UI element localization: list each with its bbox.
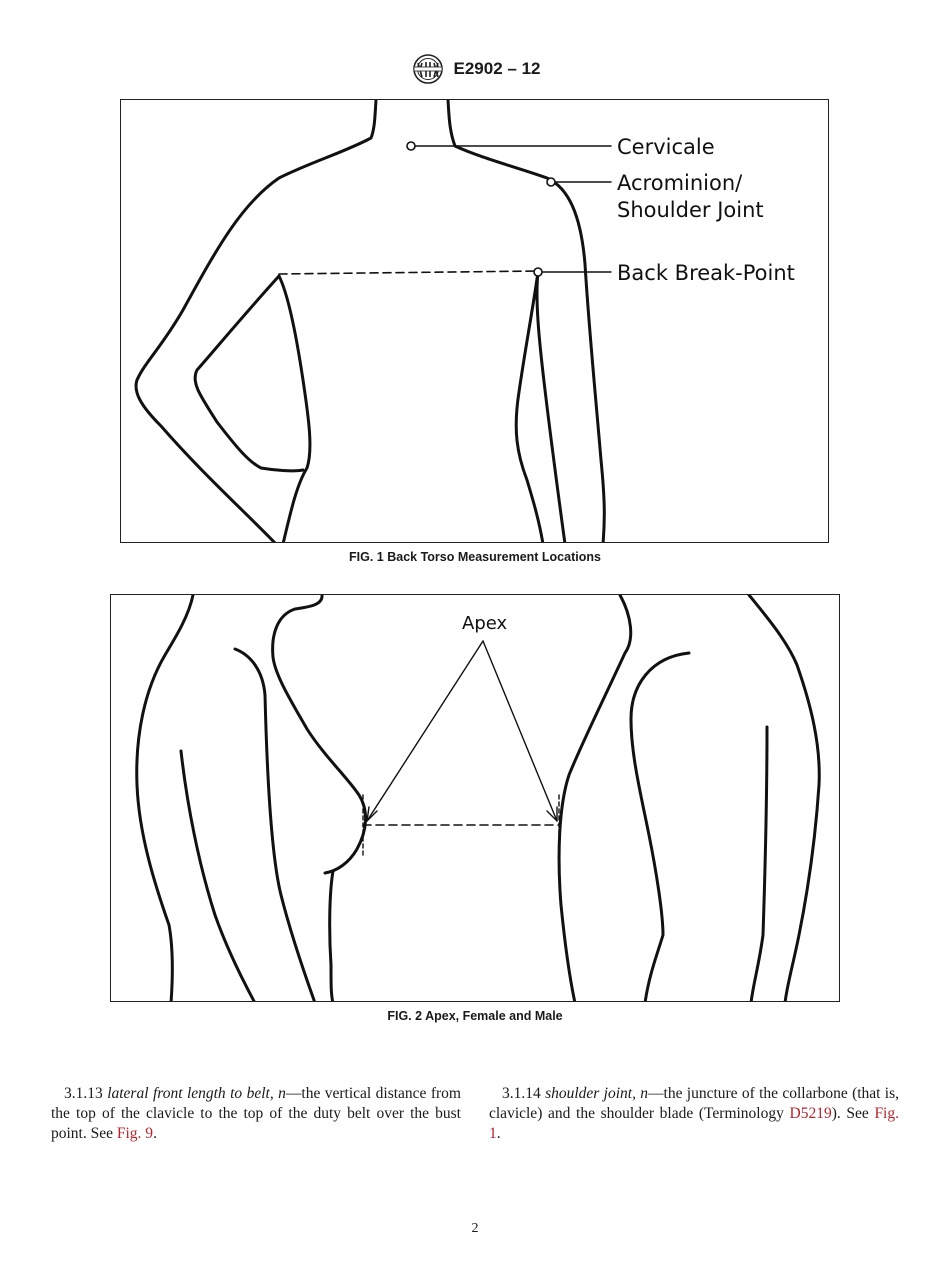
figure-2-drawing	[111, 595, 840, 1002]
section-text: —the juncture of the collarbone (that is, clavicle) and the shoulder blade (Terminology	[489, 1085, 900, 1122]
section-3-1-13	[51, 1084, 461, 1144]
section-text: —the vertical distance from the top of the clavicle to the top of the duty belt over the bust point. See	[51, 1085, 461, 1142]
male-arm-back	[751, 727, 767, 1002]
label-acrominion-line1: Acrominion/	[617, 171, 743, 195]
female-arm-front	[235, 649, 315, 1002]
acrominion-marker	[547, 178, 555, 186]
section-3-1-14	[489, 1084, 899, 1144]
arm-inner-left	[195, 276, 303, 471]
section-number: 3.1.13	[64, 1085, 103, 1102]
male-chest-outline	[559, 595, 631, 1002]
apex-arrow-right	[483, 641, 557, 821]
section-end: .	[496, 1125, 501, 1142]
female-back-outline	[137, 595, 193, 1002]
d5219-link[interactable]: D5219	[789, 1105, 832, 1122]
document-id: E2902 – 12	[453, 59, 541, 78]
figure-1-drawing	[121, 100, 829, 543]
figure-1-caption: FIG. 1 Back Torso Measurement Locations	[349, 550, 601, 564]
arm-inner-right	[537, 272, 565, 543]
fig-9-link[interactable]: Fig. 9	[116, 1125, 154, 1142]
section-term: lateral front length to belt, n	[107, 1085, 286, 1102]
apex-arrow-left	[367, 641, 483, 821]
page-number: 2	[471, 1221, 479, 1236]
female-chest-outline	[273, 595, 366, 873]
fig-1-link[interactable]: Fig. 1	[489, 1105, 899, 1142]
label-apex: Apex	[462, 613, 508, 634]
label-acrominion-line2: Shoulder Joint	[617, 198, 764, 222]
body-outline-left	[136, 100, 376, 543]
section-end: .	[153, 1125, 157, 1142]
astm-logo	[410, 53, 446, 85]
page-header	[0, 52, 950, 86]
figure-2-caption: FIG. 2 Apex, Female and Male	[387, 1009, 563, 1023]
cervicale-marker	[407, 142, 415, 150]
section-number: 3.1.14	[502, 1085, 541, 1102]
torso-side-left	[279, 276, 310, 543]
figure-1-back-torso	[120, 99, 829, 543]
label-back-break-point: Back Break-Point	[617, 261, 795, 285]
male-arm-front	[631, 653, 689, 1002]
section-term: shoulder joint, n	[545, 1085, 649, 1102]
label-cervicale: Cervicale	[617, 135, 715, 159]
section-text-mid: ). See	[831, 1105, 875, 1122]
figure-2-apex	[110, 594, 840, 1002]
male-back-outline	[749, 595, 819, 1002]
back-break-dashed-line	[279, 271, 538, 274]
female-torso-front	[330, 871, 333, 1002]
female-arm-back	[181, 751, 255, 1002]
back-break-marker	[534, 268, 542, 276]
